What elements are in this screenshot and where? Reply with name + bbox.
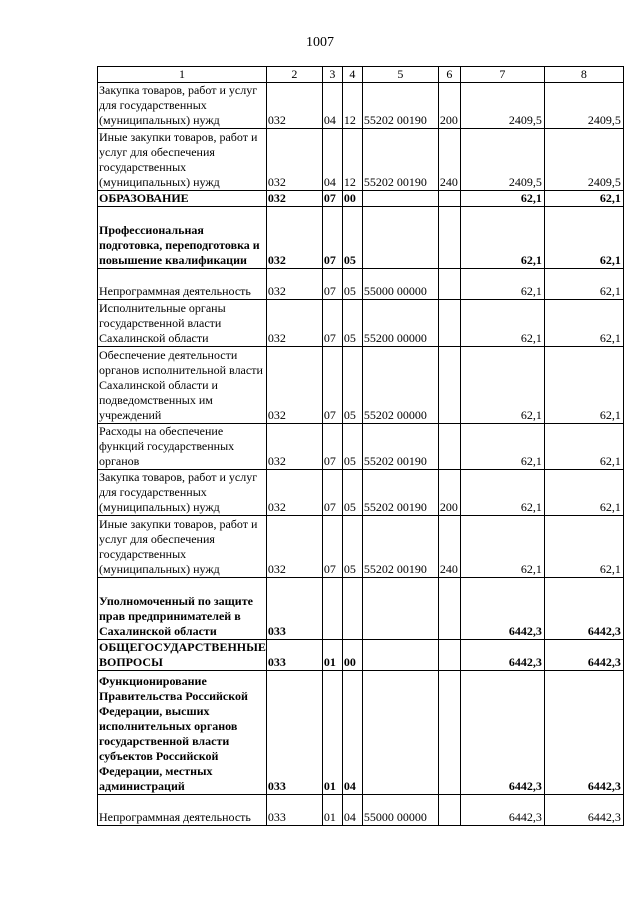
table-row bbox=[98, 640, 624, 671]
column-header-5: 5 bbox=[362, 67, 438, 83]
row-amount-2: 62,1 bbox=[544, 470, 623, 516]
row-amount-1: 62,1 bbox=[460, 347, 544, 424]
table-row bbox=[98, 795, 624, 826]
row-amount-1: 62,1 bbox=[460, 470, 544, 516]
row-amount-2: 2409,5 bbox=[544, 83, 623, 129]
row-subsection: 00 bbox=[342, 640, 362, 671]
row-section: 07 bbox=[322, 269, 342, 300]
row-amount-2: 62,1 bbox=[544, 269, 623, 300]
row-name: Профессиональная подготовка, переподготовка и повышение квалификации bbox=[98, 207, 267, 269]
page-number: 1007 bbox=[306, 35, 334, 50]
row-amount-2: 62,1 bbox=[544, 191, 623, 207]
row-subsection: 05 bbox=[342, 424, 362, 470]
row-name: Иные закупки товаров, работ и услуг для обеспечения государственных (муниципальных) нужд bbox=[98, 516, 267, 578]
row-target-article: 55202 00190 bbox=[362, 470, 438, 516]
row-amount-1: 6442,3 bbox=[460, 671, 544, 795]
row-name: Расходы на обеспечение функций государственных органов bbox=[98, 424, 267, 470]
row-subsection: 04 bbox=[342, 671, 362, 795]
row-amount-1: 6442,3 bbox=[460, 578, 544, 640]
row-section: 07 bbox=[322, 207, 342, 269]
row-target-article: 55202 00190 bbox=[362, 129, 438, 191]
row-subsection bbox=[342, 578, 362, 640]
row-name: ОБЩЕГОСУДАРСТВЕННЫЕ ВОПРОСЫ bbox=[99, 640, 266, 669]
row-amount-1: 62,1 bbox=[460, 516, 544, 578]
row-section: 01 bbox=[322, 795, 342, 826]
column-header-4: 4 bbox=[342, 67, 362, 83]
row-expense-type bbox=[438, 671, 460, 795]
row-expense-type bbox=[438, 578, 460, 640]
column-header-8: 8 bbox=[544, 67, 623, 83]
row-amount-1: 6442,3 bbox=[460, 795, 544, 826]
row-amount-1: 62,1 bbox=[460, 207, 544, 269]
row-target-article: 55202 00190 bbox=[362, 83, 438, 129]
row-amount-2: 62,1 bbox=[544, 300, 623, 347]
table-row bbox=[98, 83, 624, 129]
row-amount-1: 6442,3 bbox=[460, 640, 544, 671]
row-name: Закупка товаров, работ и услуг для государственных (муниципальных) нужд bbox=[98, 470, 267, 516]
row-subsection: 05 bbox=[342, 207, 362, 269]
header-row bbox=[98, 67, 624, 83]
row-code: 032 bbox=[266, 424, 322, 470]
row-code: 033 bbox=[266, 640, 322, 671]
row-code: 032 bbox=[266, 83, 322, 129]
row-section: 01 bbox=[322, 640, 342, 671]
row-amount-2: 62,1 bbox=[544, 347, 623, 424]
row-section: 07 bbox=[322, 191, 342, 207]
row-subsection: 05 bbox=[342, 347, 362, 424]
row-section: 07 bbox=[322, 424, 342, 470]
row-amount-1: 62,1 bbox=[460, 269, 544, 300]
row-target-article: 55202 00000 bbox=[362, 347, 438, 424]
row-amount-1: 2409,5 bbox=[460, 129, 544, 191]
row-expense-type bbox=[438, 300, 460, 347]
table-row bbox=[98, 347, 624, 424]
row-subsection: 05 bbox=[342, 300, 362, 347]
row-expense-type bbox=[438, 795, 460, 826]
row-name: Обеспечение деятельности органов исполнительной власти Сахалинской области и подведомственных им учреждений bbox=[98, 347, 267, 424]
row-expense-type: 200 bbox=[438, 83, 460, 129]
row-code: 032 bbox=[266, 269, 322, 300]
row-section: 04 bbox=[322, 83, 342, 129]
row-amount-2: 6442,3 bbox=[544, 795, 623, 826]
table-row bbox=[98, 269, 624, 300]
row-code: 032 bbox=[266, 470, 322, 516]
row-expense-type bbox=[438, 191, 460, 207]
row-name: Исполнительные органы государственной власти Сахалинской области bbox=[98, 300, 267, 347]
row-amount-1: 62,1 bbox=[460, 191, 544, 207]
row-expense-type bbox=[438, 424, 460, 470]
row-name: Непрограммная деятельность bbox=[98, 269, 267, 300]
row-section: 04 bbox=[322, 129, 342, 191]
row-target-article bbox=[362, 207, 438, 269]
row-subsection: 12 bbox=[342, 129, 362, 191]
row-code: 033 bbox=[266, 671, 322, 795]
row-name: Функционирование Правительства Российской Федерации, высших исполнительных органов государственной власти субъектов Российской Федерации, местных администраций bbox=[98, 671, 267, 795]
row-target-article: 55000 00000 bbox=[362, 795, 438, 826]
table-row bbox=[98, 516, 624, 578]
row-subsection: 05 bbox=[342, 516, 362, 578]
row-code: 032 bbox=[266, 516, 322, 578]
row-amount-1: 62,1 bbox=[460, 300, 544, 347]
row-target-article bbox=[362, 578, 438, 640]
row-amount-2: 6442,3 bbox=[544, 578, 623, 640]
column-header-3: 3 bbox=[322, 67, 342, 83]
row-code: 032 bbox=[266, 347, 322, 424]
row-target-article: 55200 00000 bbox=[362, 300, 438, 347]
row-section: 07 bbox=[322, 470, 342, 516]
row-section: 07 bbox=[322, 516, 342, 578]
row-target-article: 55202 00190 bbox=[362, 516, 438, 578]
row-section: 07 bbox=[322, 347, 342, 424]
row-expense-type bbox=[438, 269, 460, 300]
row-target-article bbox=[362, 191, 438, 207]
table-row bbox=[98, 671, 624, 795]
table-row bbox=[98, 129, 624, 191]
column-header-7: 7 bbox=[460, 67, 544, 83]
table-row bbox=[98, 300, 624, 347]
row-target-article bbox=[362, 671, 438, 795]
row-amount-2: 62,1 bbox=[544, 424, 623, 470]
table-row bbox=[98, 424, 624, 470]
budget-table bbox=[97, 66, 624, 826]
row-amount-2: 62,1 bbox=[544, 207, 623, 269]
row-code: 033 bbox=[266, 578, 322, 640]
row-target-article: 55000 00000 bbox=[362, 269, 438, 300]
table-row bbox=[98, 470, 624, 516]
row-name: Иные закупки товаров, работ и услуг для обеспечения государственных (муниципальных) нужд bbox=[98, 129, 267, 191]
row-name: ОБРАЗОВАНИЕ bbox=[98, 191, 267, 207]
row-section: 07 bbox=[322, 300, 342, 347]
row-expense-type bbox=[438, 640, 460, 671]
row-amount-1: 62,1 bbox=[460, 424, 544, 470]
table-row bbox=[98, 191, 624, 207]
row-code: 032 bbox=[266, 129, 322, 191]
row-amount-2: 62,1 bbox=[544, 516, 623, 578]
row-expense-type: 240 bbox=[438, 516, 460, 578]
row-subsection: 05 bbox=[342, 269, 362, 300]
row-target-article bbox=[362, 640, 438, 671]
row-amount-2: 6442,3 bbox=[544, 671, 623, 795]
table-row bbox=[98, 578, 624, 640]
row-name: Непрограммная деятельность bbox=[98, 795, 267, 826]
row-subsection: 12 bbox=[342, 83, 362, 129]
row-name: Закупка товаров, работ и услуг для государственных (муниципальных) нужд bbox=[98, 83, 267, 129]
row-expense-type: 240 bbox=[438, 129, 460, 191]
column-header-1: 1 bbox=[98, 67, 267, 83]
row-subsection: 05 bbox=[342, 470, 362, 516]
row-name: Уполномоченный по защите прав предпринимателей в Сахалинской области bbox=[98, 578, 267, 640]
table-row bbox=[98, 207, 624, 269]
row-amount-2: 2409,5 bbox=[544, 129, 623, 191]
row-expense-type: 200 bbox=[438, 470, 460, 516]
row-expense-type bbox=[438, 347, 460, 424]
row-subsection: 04 bbox=[342, 795, 362, 826]
row-section: 01 bbox=[322, 671, 342, 795]
column-header-6: 6 bbox=[438, 67, 460, 83]
row-subsection: 00 bbox=[342, 191, 362, 207]
row-expense-type bbox=[438, 207, 460, 269]
table-body bbox=[98, 83, 624, 826]
row-target-article: 55202 00190 bbox=[362, 424, 438, 470]
row-amount-1: 2409,5 bbox=[460, 83, 544, 129]
row-code: 033 bbox=[266, 795, 322, 826]
row-code: 032 bbox=[266, 191, 322, 207]
row-code: 032 bbox=[266, 300, 322, 347]
row-amount-2: 6442,3 bbox=[544, 640, 623, 671]
row-code: 032 bbox=[266, 207, 322, 269]
column-header-2: 2 bbox=[266, 67, 322, 83]
row-section bbox=[322, 578, 342, 640]
